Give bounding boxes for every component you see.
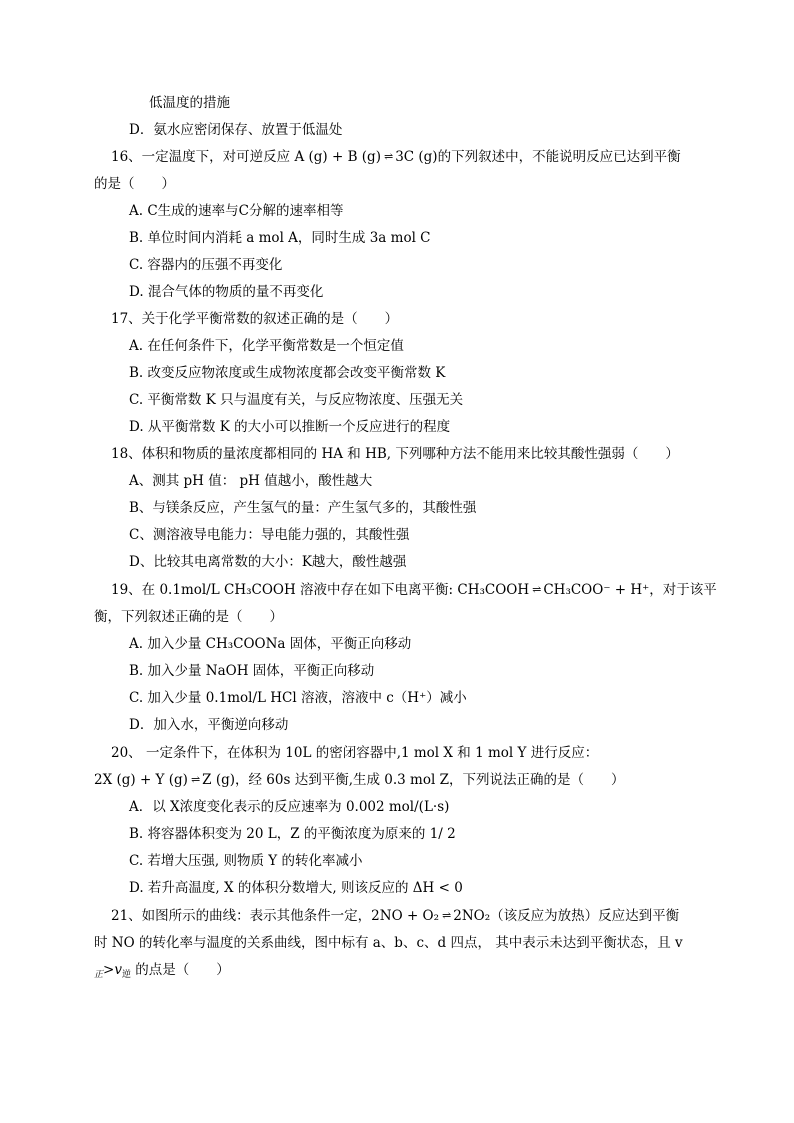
question-20-stem-cont: Z (g)，经 60s 达到平衡,生成 0.3 mol Z，下列说法正确的是（ ） bbox=[202, 772, 625, 788]
question-21-cont2 bbox=[94, 961, 230, 984]
option-b-20: B. 将容器体积变为 20 L，Z 的平衡浓度为原来的 1/ 2 bbox=[129, 826, 456, 842]
option-d-16: D. 混合气体的物质的量不再变化 bbox=[129, 284, 324, 300]
question-16-cont: 的是（ ） bbox=[94, 176, 175, 192]
equilibrium-arrow-icon: ⇌ bbox=[383, 150, 393, 163]
option-b-17: B. 改变反应物浓度或生成物浓度都会改变平衡常数 K bbox=[129, 365, 446, 381]
question-19-stem: 19、在 0.1mol/L CH₃COOH 溶液中存在如下电离平衡: CH₃COOH bbox=[111, 582, 530, 598]
v-forward-subscript: 正 bbox=[94, 970, 104, 980]
question-16-stem: 16、一定温度下，对可逆反应 A (g) + B (g) bbox=[111, 149, 381, 165]
question-16 bbox=[111, 148, 681, 166]
question-20: 20、 一定条件下，在体积为 10L 的密闭容器中,1 mol X 和 1 mol Y 进行反应： bbox=[111, 745, 599, 761]
option-a-16: A. C生成的速率与C分解的速率相等 bbox=[129, 203, 344, 219]
question-19-stem-cont: CH₃COO⁻ + H⁺，对于该平 bbox=[543, 582, 717, 598]
option-c-20: C. 若增大压强, 则物质 Y 的转化率减小 bbox=[129, 853, 363, 869]
option-b-16: B. 单位时间内消耗 a mol A，同时生成 3a mol C bbox=[129, 230, 431, 246]
question-21-stem-line2: 时 NO 的转化率与温度的关系曲线，图中标有 a、b、c、d 四点， 其中表示未达到平衡状态，且 v bbox=[94, 935, 683, 951]
question-21-tail: 的点是（ ） bbox=[130, 962, 230, 978]
question-19-cont: 衡，下列叙述正确的是（ ） bbox=[94, 609, 283, 625]
option-c-18: C、测溶液导电能力：导电能力强的，其酸性强 bbox=[129, 527, 410, 543]
option-d-20: D. 若升高温度, X 的体积分数增大, 则该反应的 ΔH < 0 bbox=[129, 880, 463, 896]
v-forward bbox=[94, 962, 103, 978]
option-a-18: A、测其 pH 值： pH 值越小，酸性越大 bbox=[129, 473, 373, 489]
question-20-cont bbox=[94, 771, 624, 789]
option-a-19: A. 加入少量 CH₃COONa 固体，平衡正向移动 bbox=[129, 636, 412, 652]
option-d-19: D．加入水，平衡逆向移动 bbox=[129, 717, 289, 733]
question-16-stem-cont: 3C (g)的下列叙述中，不能说明反应已达到平衡 bbox=[395, 149, 681, 165]
v-reverse-subscript: 逆 bbox=[121, 970, 131, 980]
equilibrium-arrow-icon: ⇌ bbox=[442, 909, 451, 922]
question-21-stem-cont: 2NO₂（该反应为放热）反应达到平衡 bbox=[453, 908, 680, 924]
question-21 bbox=[111, 907, 679, 925]
option-b-18: B、与镁条反应，产生氢气的量：产生氢气多的，其酸性强 bbox=[129, 500, 477, 516]
equilibrium-arrow-icon: ⇌ bbox=[532, 583, 541, 596]
question-21-cont bbox=[94, 934, 683, 952]
option-d-15: D．氨水应密闭保存、放置于低温处 bbox=[129, 122, 343, 138]
question-21-stem: 21、如图所示的曲线：表示其他条件一定，2NO + O₂ bbox=[111, 908, 440, 924]
option-a-17: A. 在任何条件下，化学平衡常数是一个恒定值 bbox=[129, 338, 404, 354]
equilibrium-arrow-icon: ⇌ bbox=[190, 773, 200, 786]
text-line: 低温度的措施 bbox=[149, 95, 230, 111]
v-greater: >v bbox=[103, 962, 122, 978]
option-c-17: C. 平衡常数 K 只与温度有关，与反应物浓度、压强无关 bbox=[129, 392, 464, 408]
question-18: 18、体积和物质的量浓度都相同的 HA 和 HB, 下列哪种方法不能用来比较其酸性强弱（ ） bbox=[111, 446, 679, 462]
question-20-reaction: 2X (g) + Y (g) bbox=[94, 772, 188, 788]
option-a-20: A．以 X浓度变化表示的反应速率为 0.002 mol/(L·s) bbox=[129, 799, 450, 815]
option-d-18: D、比较其电离常数的大小：K越大，酸性越强 bbox=[129, 554, 407, 570]
question-19 bbox=[111, 581, 717, 599]
question-17: 17、关于化学平衡常数的叙述正确的是（ ） bbox=[111, 311, 399, 327]
option-b-19: B. 加入少量 NaOH 固体，平衡正向移动 bbox=[129, 663, 375, 679]
option-d-17: D. 从平衡常数 K 的大小可以推断一个反应进行的程度 bbox=[129, 419, 451, 435]
option-c-16: C. 容器内的压强不再变化 bbox=[129, 257, 283, 273]
option-c-19: C. 加入少量 0.1mol/L HCl 溶液，溶液中 c（H⁺）减小 bbox=[129, 690, 467, 706]
